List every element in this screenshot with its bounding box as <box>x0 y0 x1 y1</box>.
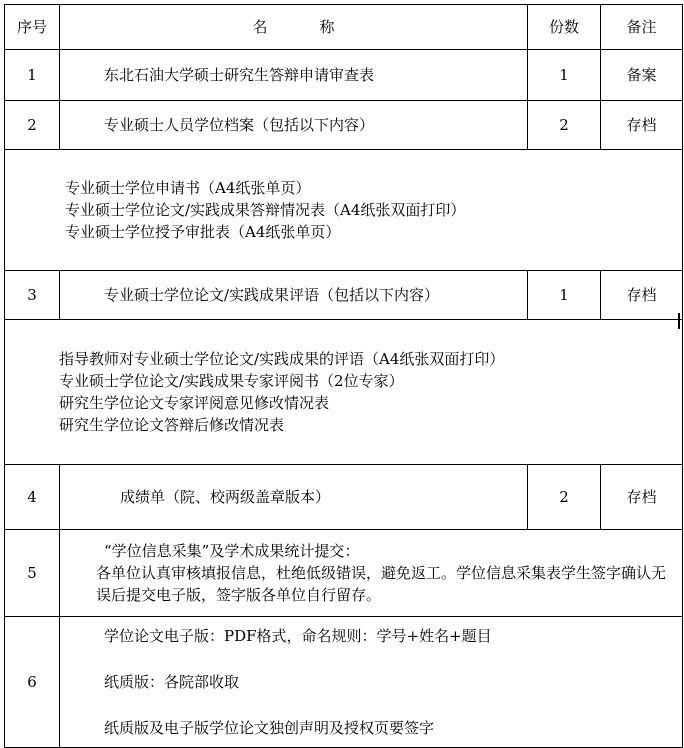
row-index: 1 <box>5 50 60 101</box>
row-index: 5 <box>5 530 60 617</box>
row-note: 存档 <box>601 465 683 530</box>
details-row <box>5 150 683 271</box>
edge-mark <box>678 313 680 329</box>
row-index: 2 <box>5 101 60 150</box>
list-item: 研究生学位论文答辩后修改情况表 <box>59 416 285 434</box>
row-index: 4 <box>5 465 60 530</box>
row-count: 2 <box>528 465 601 530</box>
list-item: 指导教师对专业硕士学位论文/实践成果的评语（A4纸张双面打印） <box>59 350 505 368</box>
table-row <box>5 617 683 748</box>
table-row <box>5 530 683 617</box>
details-row <box>5 320 683 465</box>
header-index: 序号 <box>5 5 60 50</box>
row-name <box>60 465 528 530</box>
header-count: 份数 <box>528 5 601 50</box>
row-index: 6 <box>5 617 60 748</box>
row-name <box>60 101 528 150</box>
header-name <box>60 5 528 50</box>
row-name <box>60 617 683 748</box>
row-name-text: 专业硕士学位论文/实践成果评语（包括以下内容） <box>104 286 440 304</box>
row-index: 3 <box>5 271 60 320</box>
row-name <box>60 530 683 617</box>
details-list <box>5 348 682 436</box>
header-note: 备注 <box>601 5 683 50</box>
row-name-text: 专业硕士人员学位档案（包括以下内容） <box>104 116 375 134</box>
list-item: 专业硕士学位论文/实践成果答辩情况表（A4纸张双面打印） <box>65 201 466 219</box>
details-list <box>5 177 682 243</box>
row-note: 存档 <box>601 101 683 150</box>
info-collection-title: “学位信息采集”及学术成果统计提交： <box>104 542 360 560</box>
list-item: 专业硕士学位申请书（A4纸张单页） <box>65 179 311 197</box>
info-collection-text: 各单位认真审核填报信息，杜绝低级错误，避免返工。学位信息采集表学生签字确认无误后提交电子版，签字版各单位自行留存。 <box>96 564 667 604</box>
thesis-signature-text: 纸质版及电子版学位论文独创声明及授权页要签字 <box>104 719 435 737</box>
header-name-part2: 称 <box>319 18 335 36</box>
table-row <box>5 465 683 530</box>
row-note: 备案 <box>601 50 683 101</box>
row-count: 1 <box>528 271 601 320</box>
row-name <box>60 50 528 101</box>
row-name-text: 成绩单（院、校两级盖章版本） <box>120 488 331 506</box>
row-note: 存档 <box>601 271 683 320</box>
header-name-part1: 名 <box>252 18 268 36</box>
thesis-electronic-text: 学位论文电子版：PDF格式，命名规则：学号+姓名+题目 <box>104 627 492 645</box>
details-cell <box>5 320 683 465</box>
table-row <box>5 271 683 320</box>
table-row <box>5 101 683 150</box>
row-name-text: 东北石油大学硕士研究生答辩申请审查表 <box>104 66 375 84</box>
list-item: 研究生学位论文专家评阅意见修改情况表 <box>59 394 330 412</box>
table-header-row <box>5 5 683 50</box>
list-item: 专业硕士学位论文/实践成果专家评阅书（2位专家） <box>59 372 404 390</box>
table-row <box>5 50 683 101</box>
details-cell <box>5 150 683 271</box>
row-name <box>60 271 528 320</box>
row-count: 2 <box>528 101 601 150</box>
row-count: 1 <box>528 50 601 101</box>
list-item: 专业硕士学位授予审批表（A4纸张单页） <box>65 223 341 241</box>
thesis-paper-text: 纸质版：各院部收取 <box>104 673 240 691</box>
materials-table <box>4 4 683 748</box>
